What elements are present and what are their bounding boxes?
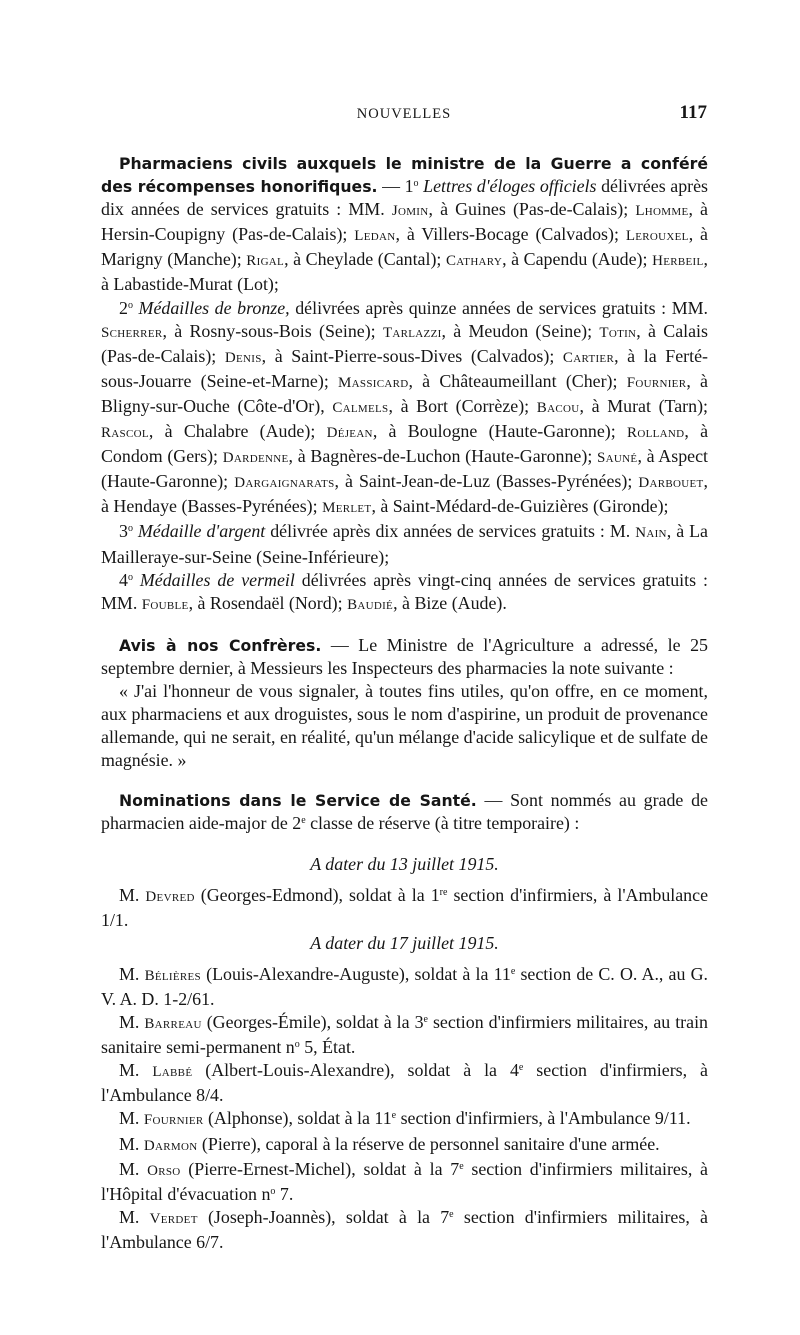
- person-name: Cathary: [445, 253, 503, 270]
- person-name: Rigal: [246, 253, 285, 270]
- person-name: Darmon: [143, 1137, 198, 1154]
- page-body: [101, 152, 708, 1254]
- person-name: Totin: [599, 324, 637, 341]
- date-heading-2: A dater du 17 juillet 1915.: [310, 932, 499, 953]
- person-name: Fournier: [143, 1112, 204, 1129]
- award-title: Médailles de vermeil: [139, 569, 295, 590]
- person-name: Dargaignarats: [234, 475, 335, 492]
- person-name: Ledan: [354, 228, 396, 245]
- nomination-entry: M. Darmon (Pierre), caporal à la réserve de personnel sanitaire d'une armée.: [119, 1133, 660, 1154]
- person-name: Bélières: [144, 967, 201, 984]
- paragraph-avis-1: Avis à nos Confrères. — Le Ministre de l'Agriculture a adressé, le 25 septembre dernier, à Messieurs les Inspecteurs des pharmacies la note suivante :: [101, 634, 708, 678]
- person-name: Tarlazzi: [382, 324, 442, 341]
- award-title: Lettres d'éloges officiels: [423, 176, 597, 197]
- nomination-entry: M. Orso (Pierre-Ernest-Michel), soldat à la 7e section d'infirmiers militaires, à l'Hôpital d'évacuation $n^o$ 7.: [101, 1158, 708, 1204]
- paragraph-pharmaciens-2: 2$^o$ Médailles de bronze, délivrées après quinze années de services gratuits : MM. Scherrer, à Rosny-sous-Bois (Seine); Tarlazzi, à Meudon (Seine); Totin, à Calais (Pas-de-Calais); Denis, à Saint-Pierre-sous-Dives (Calvados); Cartier, à la Ferté-sous-Jouarre (Seine-et-Marne); Massicard, à Châteaumeillant (Cher); Fournier, à Bligny-sur-Ouche (Côte-d'Or), Calmels, à Bort (Corrèze); Bacou, à Murat (Tarn); Rascol, à Chalabre (Aude); Déjean, à Boulogne (Haute-Garonne); Rolland, à Condom (Gers); Dardenne, à Bagnères-de-Luchon (Haute-Garonne); Sauné, à Aspect (Haute-Garonne); Dargaignarats, à Saint-Jean-de-Luz (Basses-Pyrénées); Darbouet, à Hendaye (Basses-Pyrénées); Merlet, à Saint-Médard-de-Guizières (Gironde);: [101, 297, 709, 517]
- person-name: Orso: [147, 1162, 181, 1179]
- person-name: Fouble: [141, 596, 189, 613]
- nomination-entry: M. Devred (Georges-Edmond), soldat à la 1re section d'infirmiers, à l'Ambulance 1/1.: [101, 884, 709, 930]
- person-name: Calmels: [332, 399, 389, 416]
- section-heading-nominations: Nominations dans le Service de Santé.: [119, 791, 477, 811]
- person-name: Massicard: [338, 374, 409, 391]
- person-name: Rolland: [627, 425, 685, 442]
- person-name: Dardenne: [222, 450, 289, 467]
- person-name: Merlet: [322, 500, 372, 517]
- person-name: Déjean: [326, 425, 373, 442]
- person-name: Barreau: [144, 1016, 202, 1033]
- person-name: Rascol: [101, 425, 149, 442]
- person-name: Fournier: [626, 374, 687, 391]
- paragraph-nominations-intro: Nominations dans le Service de Santé. — Sont nommés au grade de pharmacien aide-major de 2e classe de réserve (à titre temporaire) :: [101, 790, 708, 834]
- person-name: Cartier: [562, 349, 615, 366]
- nomination-entry: M. Fournier (Alphonse), soldat à la 11e section d'infirmiers, à l'Ambulance 9/11.: [119, 1108, 691, 1129]
- page-number: 117: [679, 102, 707, 123]
- award-title: Médailles de bronze,: [138, 297, 290, 318]
- person-name: Nain: [635, 525, 667, 542]
- nomination-entry: M. Verdet (Joseph-Joannès), soldat à la 7e section d'infirmiers militaires, à l'Ambulance 6/7.: [101, 1206, 708, 1252]
- paragraph-avis-quote: « J'ai l'honneur de vous signaler, à toutes fins utiles, qu'on offre, en ce moment, aux pharmaciens et aux droguistes, sous le nom d'aspirine, un produit de provenance allemande, qui ne serait, en réalité, qu'un mélange d'acide salicylique et de sulfate de magnésie. »: [101, 680, 708, 771]
- person-name: Lhomme: [635, 203, 689, 220]
- person-name: Sauné: [597, 450, 638, 467]
- person-name: Bacou: [536, 399, 580, 416]
- person-name: Scherrer: [101, 324, 163, 341]
- nomination-entry: M. Barreau (Georges-Émile), soldat à la 3e section d'infirmiers militaires, au train sanitaire semi-permanent $n^o$ 5, État.: [101, 1012, 708, 1058]
- person-name: Darbouet: [638, 475, 704, 492]
- person-name: Lerouxel: [625, 228, 689, 245]
- award-title: Médaille d'argent: [137, 521, 266, 542]
- person-name: Jomin: [391, 203, 429, 220]
- person-name: Herbeil: [652, 253, 704, 270]
- paragraph-pharmaciens-1: Pharmaciens civils auxquels le ministre de la Guerre a conféré des récompenses honorifiques. — 1$^o$ Lettres d'éloges officiels délivrées après dix années de services gratuits : MM. Jomin, à Guines (Pas-de-Calais); Lhomme, à Hersin-Coupigny (Pas-de-Calais); Ledan, à Villers-Bocage (Calvados); Lerouxel, à Marigny (Manche); Rigal, à Cheylade (Cantal); Cathary, à Capendu (Aude); Herbeil, à Labastide-Murat (Lot);: [101, 154, 709, 295]
- running-title: NOUVELLES: [356, 106, 452, 122]
- person-name: Labbé: [152, 1064, 193, 1081]
- paragraph-pharmaciens-3: 3$^o$ Médaille d'argent délivrée après dix années de services gratuits : M. Nain, à La Mailleraye-sur-Seine (Seine-Inférieure);: [101, 521, 708, 567]
- person-name: Denis: [224, 349, 262, 366]
- person-name: Devred: [145, 888, 195, 905]
- section-heading-avis: Avis à nos Confrères.: [119, 635, 322, 655]
- nomination-entry: M. Labbé (Albert-Louis-Alexandre), soldat à la 4e section d'infirmiers, à l'Ambulance 8/4.: [101, 1060, 708, 1106]
- date-heading-1: A dater du 13 juillet 1915.: [310, 853, 499, 874]
- nomination-entry: M. Bélières (Louis-Alexandre-Auguste), soldat à la 11e section de C. O. A., au G. V. A. D. 1-2/61.: [101, 963, 709, 1009]
- section-heading-pharmaciens: Pharmaciens civils auxquels le ministre de la Guerre a conféré des récompenses honorifiques.: [101, 154, 708, 197]
- paragraph-pharmaciens-4: 4$^o$ Médailles de vermeil délivrées après vingt-cinq années de services gratuits : MM. Fouble, à Rosendaël (Nord); Baudié, à Bize (Aude).: [101, 569, 708, 613]
- running-head: [101, 104, 707, 128]
- person-name: Baudié: [347, 596, 394, 613]
- person-name: Verdet: [149, 1210, 198, 1227]
